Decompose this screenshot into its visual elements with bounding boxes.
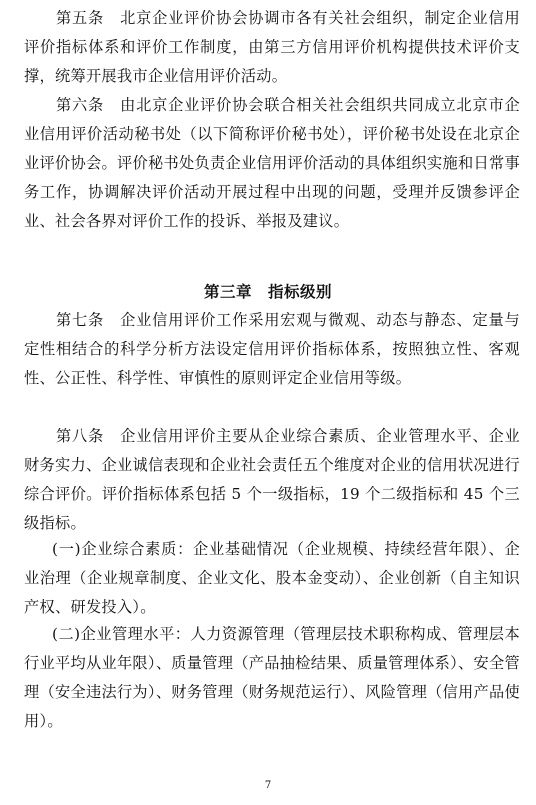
article-7-paragraph: 第七条 企业信用评价工作采用宏观与微观、动态与静态、定量与定性相结合的科学分析方法设定信用评价指标体系，按照独立性、客观性、公正性、科学性、审慎性的原则评定企业信用等级。 [24, 311, 520, 387]
chapter-3-heading: 第三章 指标级别 [203, 283, 332, 301]
page-number: 7 [264, 780, 272, 791]
article-8-paragraph: 第八条 企业信用评价主要从企业综合素质、企业管理水平、企业财务实力、企业诚信表现和企业社会责任五个维度对企业的信用状况进行综合评价。评价指标体系包括 5 个一级指标，19 个二级指标和 45 个三级指标。 [24, 427, 520, 532]
item-2-paragraph: (二)企业管理水平：人力资源管理（管理层技术职称构成、管理层本行业平均从业年限）、质量管理（产品抽检结果、质量管理体系）、安全管理（安全违法行为）、财务管理（财务规范运行）、风险管理（信用产品使用）。 [24, 625, 520, 730]
item-1-paragraph: (一)企业综合素质：企业基础情况（企业规模、持续经营年限）、企业治理（企业规章制度、企业文化、股本金变动）、企业创新（自主知识产权、研发投入）。 [24, 540, 520, 616]
article-5-paragraph: 第五条 北京企业评价协会协调市各有关社会组织，制定企业信用评价指标体系和评价工作制度，由第三方信用评价机构提供技术评价支撑，统筹开展我市企业信用评价活动。 [24, 9, 520, 85]
article-6-paragraph: 第六条 由北京企业评价协会联合相关社会组织共同成立北京市企业信用评价活动秘书处（以下简称评价秘书处），评价秘书处设在北京企业评价协会。评价秘书处负责企业信用评价活动的具体组织实施和日常事务工作，协调解决评价活动开展过程中出现的问题，受理并反馈参评企业、社会各界对评价工作的投诉、举报及建议。 [24, 96, 520, 230]
